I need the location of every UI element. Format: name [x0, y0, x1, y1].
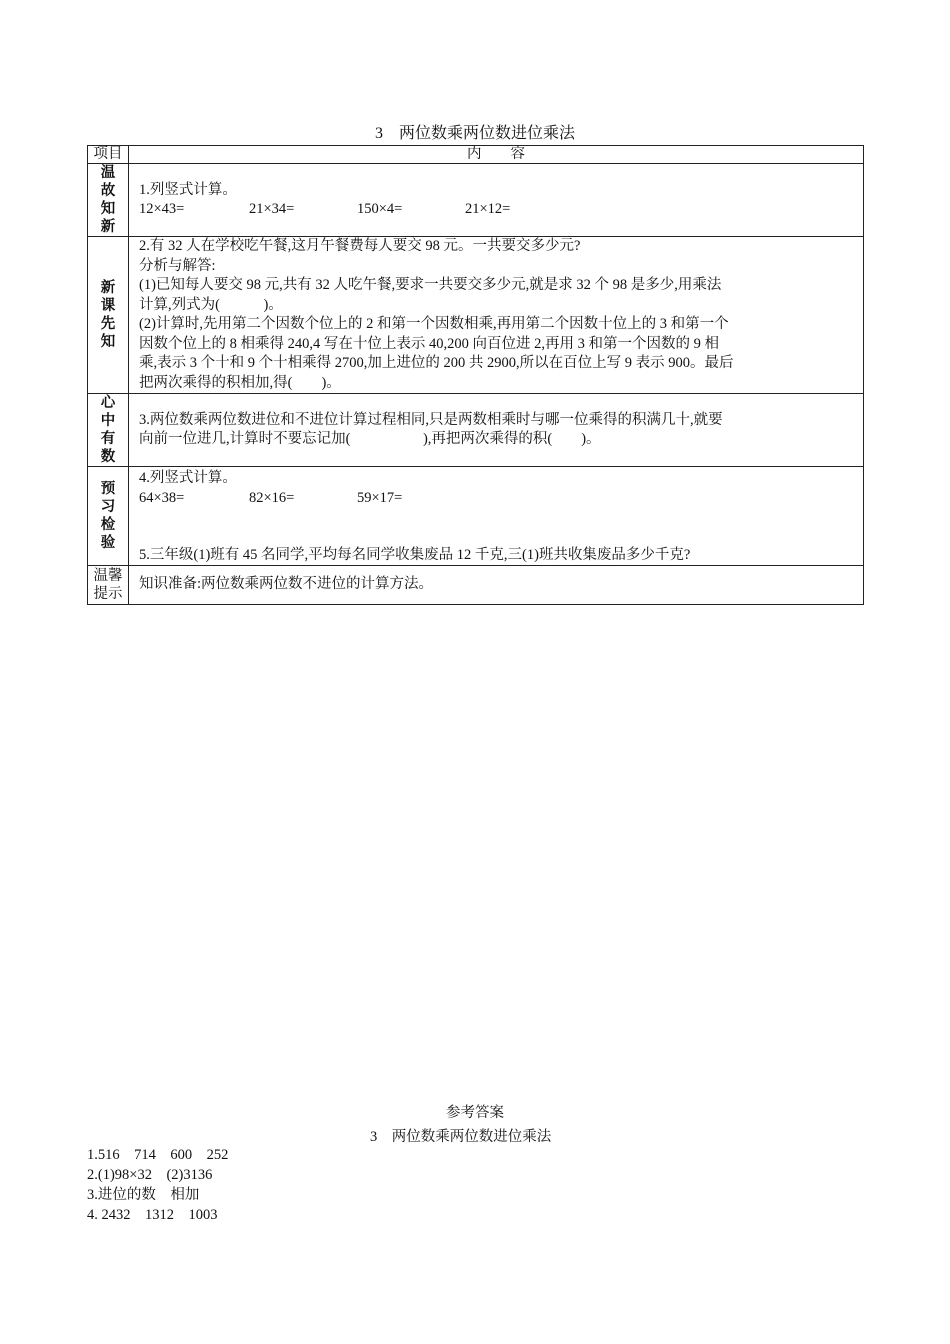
answer-line: 1.516 714 600 252 — [87, 1147, 229, 1163]
table-row — [88, 164, 864, 237]
row-content — [129, 394, 864, 467]
question-text: 4.列竖式计算。 — [139, 470, 237, 486]
row-content — [129, 566, 864, 605]
expression: 82×16= — [249, 489, 295, 506]
header-item: 项目 — [88, 146, 129, 164]
row-label: 预 习 检 验 — [88, 467, 129, 566]
question-text: 1.列竖式计算。 — [139, 181, 237, 198]
table-row — [88, 566, 864, 605]
question-text: 计算,列式为( )。 — [139, 296, 283, 313]
expression: 59×17= — [357, 489, 403, 506]
question-text: 分析与解答: — [139, 257, 216, 274]
expression-list — [139, 200, 853, 220]
question-text: 因数个位上的 8 相乘得 240,4 写在十位上表示 40,200 向百位进 2,再用 3 和第一个因数的 9 相 — [139, 335, 719, 352]
row-content — [129, 164, 864, 237]
question-text: 3.两位数乘两位数进位和不进位计算过程相同,只是两数相乘时与哪一位乘得的积满几十,就要 — [139, 411, 723, 428]
expression: 150×4= — [357, 201, 403, 217]
answer-line: 4. 2432 1312 1003 — [87, 1207, 218, 1223]
page-title: 3 两位数乘两位数进位乘法 — [374, 125, 575, 142]
table-row — [88, 394, 864, 467]
table-row — [88, 467, 864, 566]
row-label: 温 故 知 新 — [88, 164, 129, 237]
answers-heading: 参考答案 — [446, 1105, 504, 1121]
header-content: 内 容 — [129, 146, 864, 164]
table-row — [88, 237, 864, 394]
question-text: (1)已知每人要交 98 元,共有 32 人吃午餐,要求一共要交多少元,就是求 32 个 98 是多少,用乘法 — [139, 277, 722, 293]
question-text: 5.三年级(1)班有 45 名同学,平均每名同学收集废品 12 千克,三(1)班共收集废品多少千克? — [139, 546, 691, 563]
question-text: 2.有 32 人在学校吃午餐,这月午餐费每人要交 98 元。一共要交多少元? — [139, 238, 581, 254]
row-label: 温馨 提示 — [88, 566, 129, 605]
row-content — [129, 467, 864, 566]
expression: 12×43= — [139, 201, 185, 217]
answer-line: 3.进位的数 相加 — [87, 1187, 200, 1203]
answers-subtitle: 3 两位数乘两位数进位乘法 — [370, 1129, 552, 1145]
expression: 21×34= — [249, 201, 295, 217]
expression-list — [139, 489, 853, 546]
table-header-row — [88, 146, 864, 164]
tip-text: 知识准备:两位数乘两位数不进位的计算方法。 — [139, 576, 434, 593]
worksheet-table — [87, 145, 864, 605]
expression: 21×12= — [465, 201, 511, 217]
question-text: 把两次乘得的积相加,得( )。 — [139, 374, 341, 391]
question-text: (2)计算时,先用第二个因数个位上的 2 和第一个因数相乘,再用第二个因数十位上的 3 和第一个 — [139, 316, 729, 332]
question-text: 乘,表示 3 个十和 9 个十相乘得 2700,加上进位的 200 共 2900,所以在百位上写 9 表示 900。最后 — [139, 355, 734, 371]
answer-line: 2.(1)98×32 (2)3136 — [87, 1167, 213, 1183]
expression: 64×38= — [139, 489, 185, 506]
question-text: 向前一位进几,计算时不要忘记加( ),再把两次乘得的积( )。 — [139, 431, 601, 447]
row-label: 新 课 先 知 — [88, 237, 129, 394]
row-content — [129, 237, 864, 394]
row-label: 心 中 有 数 — [88, 394, 129, 467]
